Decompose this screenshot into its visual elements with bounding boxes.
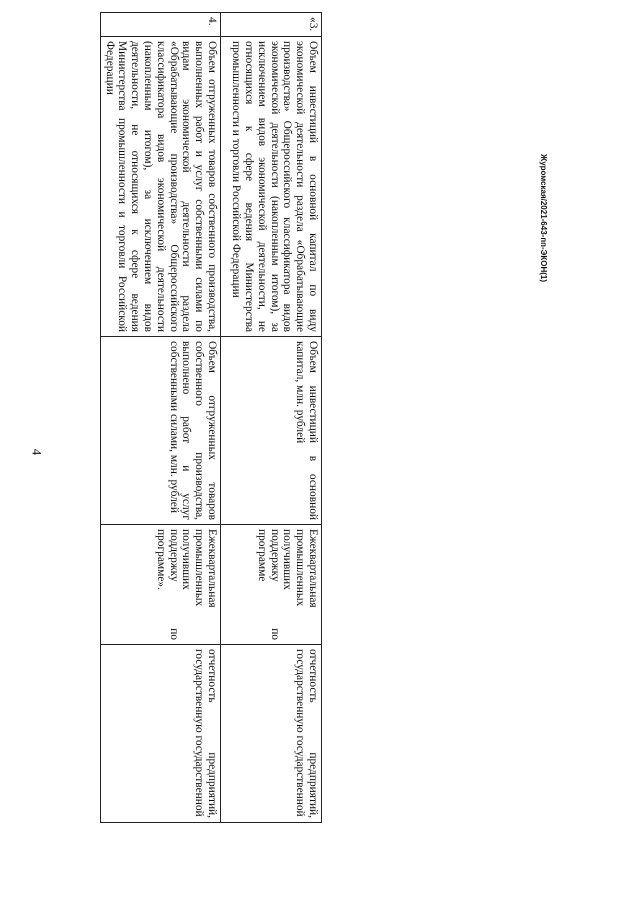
table-row bbox=[221, 13, 322, 823]
unit-cell: Объем отгруженных товаров собственного производства, выполнено работ и услуг собственными силами, млн. рублей bbox=[100, 337, 220, 525]
indicator-cell: Объем инвестиций в основной капитал по виду экономической деятельности раздела «Обрабатывающие производства» Общероссийского классификатора видов экономической деятельности (накопленным итогом), за исключением видов экономической деятельности, не относящихся к сфере ведения Министерства промышленности и торговли Российской Федерации bbox=[221, 37, 322, 337]
row-number: 4. bbox=[100, 13, 220, 37]
source-cell: отчетность предприятий, государственную государственной bbox=[221, 645, 322, 823]
unit-cell: Объем инвестиций в основной капитал, млн. рублей bbox=[221, 337, 322, 525]
document-watermark: Журомская/2021-643-пп-ЭКОН(1) bbox=[539, 154, 548, 282]
periodicity-cell: Ежеквартальная промышленных получивших поддержку по программе». bbox=[100, 525, 220, 645]
indicators-table bbox=[100, 12, 322, 823]
table-row bbox=[100, 13, 220, 823]
page-number: 4 bbox=[29, 448, 45, 456]
periodicity-cell: Ежеквартальная промышленных получивших поддержку по программе bbox=[221, 525, 322, 645]
row-number: «3. bbox=[221, 13, 322, 37]
rotated-table-wrapper bbox=[100, 12, 322, 822]
source-cell: отчетность предприятий, государственную государственной bbox=[100, 645, 220, 823]
indicator-cell: Объем отгруженных товаров собственного производства, выполненных работ и услуг собственными силами по видам экономической деятельности раздела «Обрабатывающие производства» Общероссийского классификатора видов экономической деятельности (накопленным итогом), за исключением видов деятельности, не относящихся к сфере ведения Министерства промышленности и торговли Российской Федерации bbox=[100, 37, 220, 337]
